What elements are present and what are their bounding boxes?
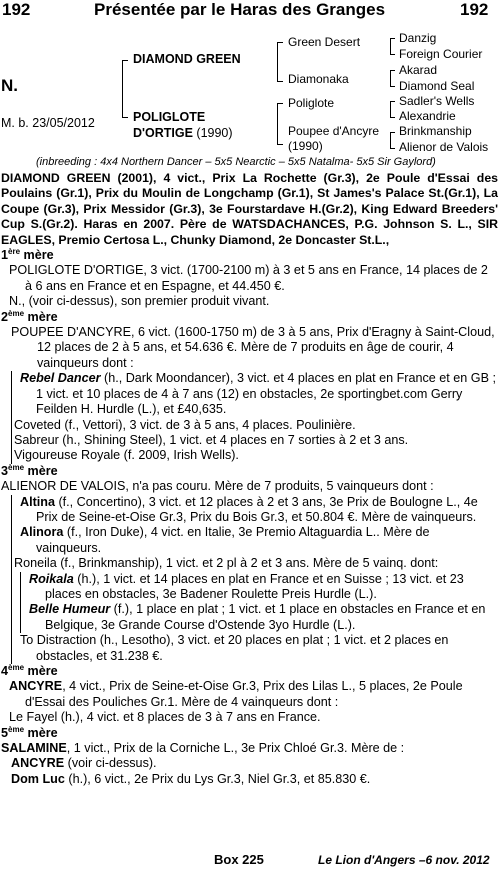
bracket-tick-top [122, 60, 128, 61]
sire-description: DIAMOND GREEN (2001), 4 vict., Prix La Rochette (Gr.3), 2e Poule d'Essai des Poulains (Gr.1), Prix du Moulin de Longchamp (Gr.1), St James's Palace St.(Gr.1), La Coupe (Gr.3), Prix Messidor (Gr.3), 3e Fourstardave H.(Gr.2), King Edward Breeders' Cup S.(Gr.2). Haras en 2007. Père de WATSDACHANCES, P.G. Johnson S. L., SIR EAGLES, Premio Certosa L., Chunky Diamond, 2e Doncaster St.L., [1, 171, 498, 247]
granddam-maternal-year: (1990) [288, 139, 323, 153]
dam-name-line1: POLIGLOTE [133, 110, 206, 124]
bracket-tick [390, 117, 395, 118]
bracket-tick [277, 42, 283, 43]
produce-le-fayel: Le Fayel (h.), 4 vict. et 8 places de 3 à 7 ans en France. [9, 710, 321, 725]
mere2-produce-list [11, 371, 498, 463]
inbreeding-note: (inbreeding : 4x4 Northern Dancer – 5x5 Nearctic – 5x5 Natalma- 5x5 Sir Gaylord) [36, 156, 436, 168]
sire-name: DIAMOND GREEN [133, 52, 241, 66]
section-mere-5: 5ème mère [1, 724, 58, 740]
bracket-tick [390, 86, 395, 87]
bracket-sire-dam [122, 60, 123, 118]
page-title: Présentée par le Haras des Granges [94, 0, 386, 19]
bracket-tick [277, 144, 283, 145]
dam-name-line2: D'ORTIGE [133, 126, 193, 140]
bracket-gg-2 [390, 70, 391, 87]
bracket-tick [277, 81, 283, 82]
produce-belle-humeur: Belle Humeur (f.), 1 place en plat ; 1 vict. et 1 place en obstacles en France et en Belgique, 3e Grande Course d'Ostende 3yo Hurdle (L.). [29, 602, 486, 632]
horse-name: N. [1, 76, 18, 95]
produce-to-distraction: To Distraction (h., Lesotho), 3 vict. et 20 places en plat ; 1 vict. et 2 places en obstacles, et 31.238 €. [20, 633, 449, 663]
mere5-dam: SALAMINE, 1 vict., Prix de la Corniche L., 3e Prix Chloé Gr.3. Mère de : [1, 741, 405, 756]
gg-alexandrie: Alexandrie [399, 109, 456, 123]
produce-roikala: Roikala (h.), 1 vict. et 14 places en plat en France et en Suisse ; 13 vict. et 23 places en obstacles, 3e Badener Roulette Preis Hurdle (L.). [29, 571, 464, 601]
bracket-tick [390, 70, 395, 71]
mere4-dam: ANCYRE, 4 vict., Prix de Seine-et-Oise Gr.3, Prix des Lilas L., 5 places, 2e Poule d'Essai des Pouliches Gr.1. Mère de 4 vainqueurs dont : [9, 679, 463, 709]
gg-alienor-de-valois: Alienor de Valois [399, 140, 489, 154]
bracket-gg-3 [390, 101, 391, 118]
produce-dom-luc: Dom Luc (h.), 6 vict., 2e Prix du Lys Gr.3, Niel Gr.3, et 85.830 €. [11, 771, 371, 786]
produce-vigoureuse: Vigoureuse Royale (f. 2009, Irish Wells). [14, 448, 239, 463]
bracket-tick [390, 132, 395, 133]
produce-alinora: Alinora (f., Iron Duke), 4 vict. en Italie, 3e Premio Altaguardia L.. Mère de vainqueurs. [20, 525, 430, 555]
section-mere-3: 3ème mère [1, 462, 58, 478]
produce-ancyre: ANCYRE (voir ci-dessus). [11, 756, 157, 771]
granddam-maternal: Poupee d'Ancyre [288, 124, 380, 138]
bracket-dam-parents [277, 103, 278, 145]
bracket-gg-4 [390, 132, 391, 149]
mere1-dam: POLIGLOTE D'ORTIGE, 3 vict. (1700-2100 m) à 3 et 5 ans en France, 14 places de 2 à 6 ans en France et en Espagne, et 44.450 €. [9, 263, 488, 293]
gg-akarad: Akarad [399, 63, 438, 77]
mere3-produce-list [11, 495, 498, 664]
mere2-dam: POUPEE D'ANCYRE, 6 vict. (1600-1750 m) de 3 à 5 ans, Prix d'Eragny à Saint-Cloud, 12 places de 2 à 5 ans, et 54.636 €. Mère de 7 produits en âge de courir, 4 vainqueurs dont : [11, 325, 495, 370]
birth-info: M. b. 23/05/2012 [1, 116, 95, 130]
grandsire-paternal: Green Desert [288, 35, 361, 49]
produce-roneila: Roneila (f., Brinkmanship), 1 vict. et 2 pl à 2 et 3 ans. Mère de 5 vainq. dont: [14, 556, 439, 571]
section-mere-2: 2ème mère [1, 308, 58, 324]
bracket-tick [390, 101, 395, 102]
mere3-dam: ALIENOR DE VALOIS, n'a pas couru. Mère de 7 produits, 5 vainqueurs dont : [1, 479, 434, 494]
event-info: Le Lion d'Angers –6 nov. 2012 [318, 853, 490, 867]
box-number: Box 225 [214, 852, 264, 867]
grandsire-maternal: Poliglote [288, 96, 335, 110]
bracket-sire-parents [277, 42, 278, 82]
produce-coveted: Coveted (f., Vettori), 3 vict. de 3 à 5 ans, 4 places. Poulinière. [14, 417, 356, 432]
gg-sadlers-wells: Sadler's Wells [399, 94, 475, 108]
gg-foreign-courier: Foreign Courier [399, 47, 483, 61]
produce-rebel-dancer: Rebel Dancer (h., Dark Moondancer), 3 vict. et 4 places en plat en France et en GB ; 1 vict. et 10 places de 4 à 7 ans (12) en obstacles, 2e sportingbet.com Gerry Feilden H. Hurdle (L.), et £40,635. [20, 371, 496, 417]
produce-sabreur: Sabreur (h., Shining Steel), 1 vict. et 4 places en 7 sorties à 2 et 3 ans. [14, 432, 409, 447]
gg-danzig: Danzig [399, 31, 437, 45]
lot-number-left: 192 [2, 0, 31, 19]
produce-altina: Altina (f., Concertino), 3 vict. et 12 places à 2 et 3 ans, 3e Prix de Boulogne L., 4e Prix de Seine-et-Oise Gr.3, Prix du Bois Gr.3, et 50.804 €. Mère de vainqueurs. [20, 494, 478, 524]
dam-year: (1990) [196, 126, 233, 140]
bracket-tick [390, 148, 395, 149]
granddam-paternal: Diamonaka [288, 72, 349, 86]
bracket-tick [277, 103, 283, 104]
section-mere-1: 1ère mère [1, 246, 54, 263]
gg-brinkmanship: Brinkmanship [399, 124, 472, 138]
bracket-tick [390, 54, 395, 55]
roneila-produce-list [20, 572, 498, 634]
bracket-tick [390, 38, 395, 39]
bracket-tick-bottom [122, 117, 128, 118]
gg-diamond-seal: Diamond Seal [399, 79, 475, 93]
mere1-produce: N., (voir ci-dessus), son premier produit vivant. [9, 294, 270, 309]
catalogue-body [1, 171, 498, 787]
bracket-gg-1 [390, 38, 391, 55]
lot-number-right: 192 [460, 0, 489, 19]
section-mere-4: 4ème mère [1, 662, 58, 678]
